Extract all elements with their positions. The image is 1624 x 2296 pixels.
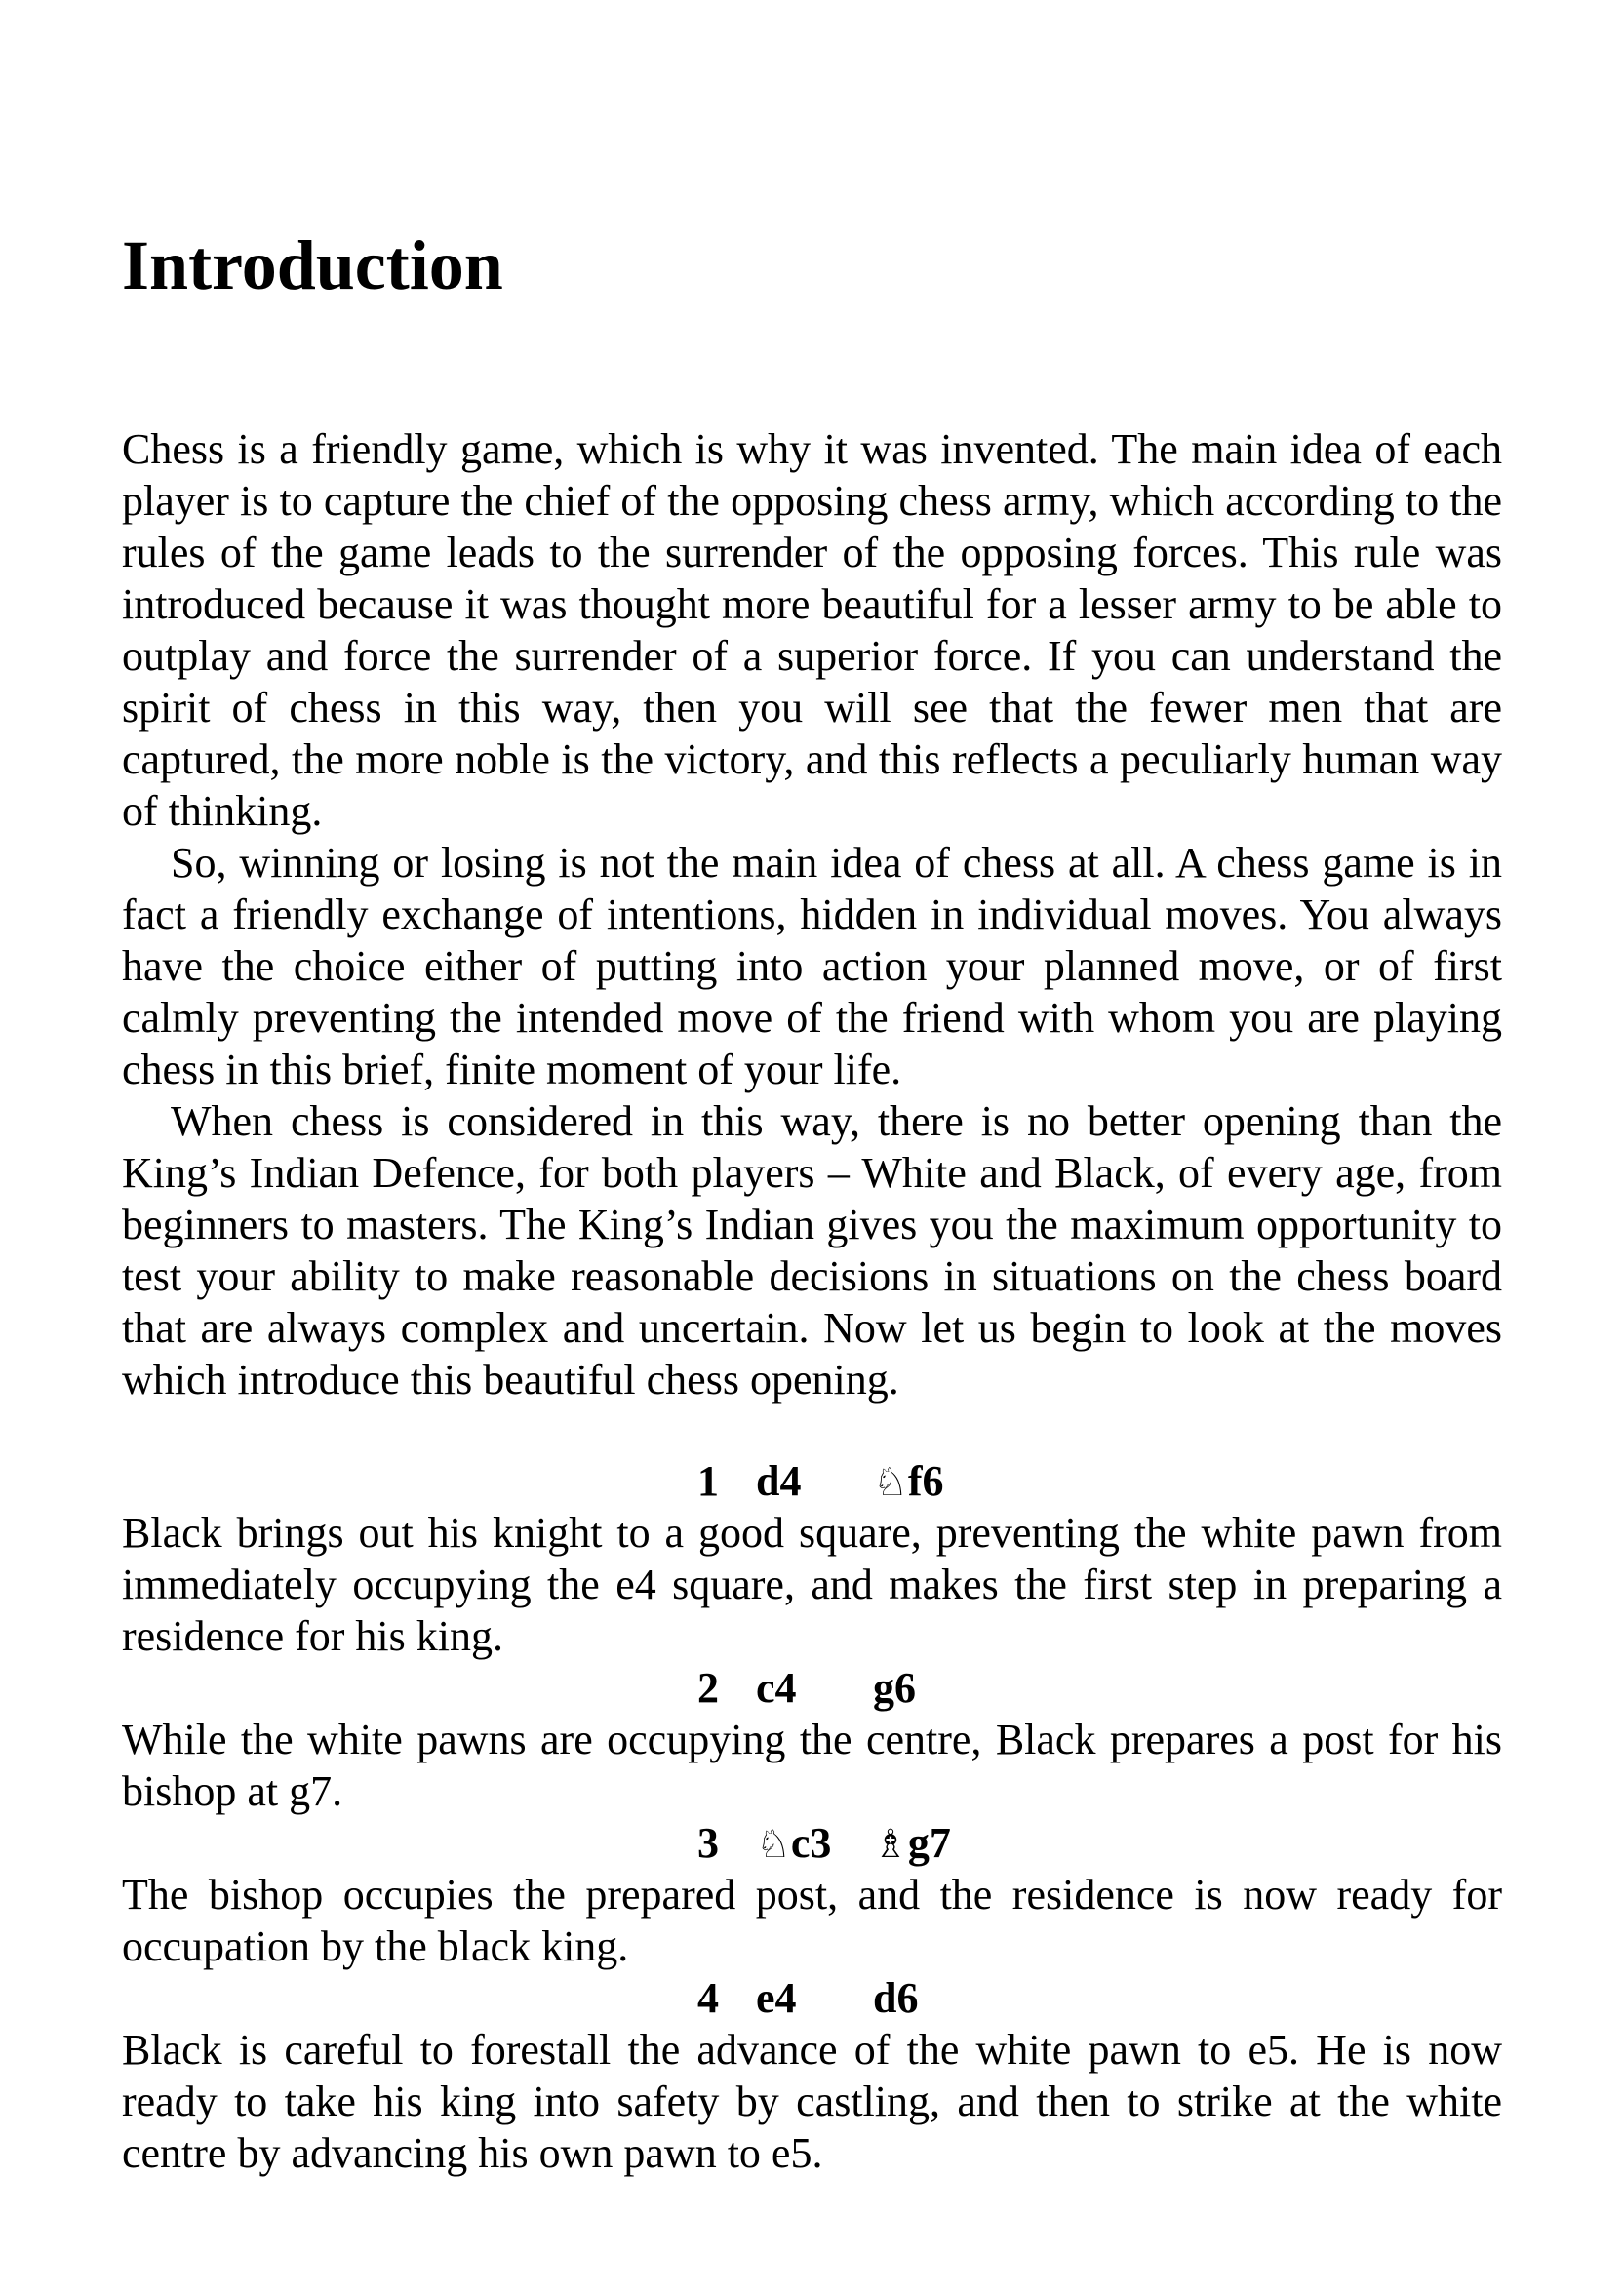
black-move: [873, 1455, 944, 1509]
move-square: d4: [756, 1457, 802, 1505]
move-square: c4: [756, 1664, 797, 1712]
move-square: g6: [873, 1664, 916, 1712]
move-square: d6: [873, 1974, 919, 2022]
knight-icon: ♘: [873, 1460, 908, 1505]
intro-paragraph: So, winning or losing is not the main idea of chess at all. A chess game is in fact a friendly exchange of intentions, hidden in individual moves. You always have the choice either of putting into action your planned move, or of first calmly preventing the intended move of the friend with whom you are playing chess in this brief, finite moment of your life.: [122, 839, 1502, 1093]
black-move: [873, 1662, 916, 1716]
white-move: [756, 1662, 797, 1716]
move-number: 4: [697, 1974, 719, 2022]
white-move: [756, 1817, 831, 1871]
move-number: 3: [697, 1819, 719, 1867]
move-square: e4: [756, 1974, 797, 2022]
move-comment: While the white pawns are occupying the centre, Black prepares a post for his bishop at g7.: [122, 1716, 1502, 1815]
chapter-title: Introduction: [122, 226, 503, 304]
black-move: [873, 1972, 918, 2026]
knight-icon: ♘: [756, 1822, 791, 1867]
intro-paragraph: Chess is a friendly game, which is why it was invented. The main idea of each player is to capture the chief of the opposing chess army, which according to the rules of the game leads to the surrender of the opposing forces. This rule was introduced because it was thought more beautiful for a lesser army to be able to outplay and force the surrender of a superior force. If you can understand the spirit of chess in this way, then you will see that the fewer men that are captured, the more noble is the victory, and this reflects a peculiarly human way of thinking.: [122, 425, 1502, 835]
intro-text: [122, 423, 1502, 1405]
move-square: f6: [907, 1457, 944, 1505]
move-comment: Black is careful to forestall the advance of the white pawn to e5. He is now ready to take his king into safety by castling, and then to strike at the white centre by advancing his own pawn to e5.: [122, 2026, 1502, 2177]
move-comment: Black brings out his knight to a good square, preventing the white pawn from immediately occupying the e4 square, and makes the first step in preparing a residence for his king.: [122, 1509, 1502, 1660]
intro-paragraph: When chess is considered in this way, there is no better opening than the King’s Indian Defence, for both players – White and Black, of every age, from beginners to masters. The King’s Indian gives you the maximum opportunity to test your ability to make reasonable decisions in situations on the chess board that are always complex and uncertain. Now let us begin to look at the moves which introduce this beautiful chess opening.: [122, 1097, 1502, 1404]
move-square: g7: [907, 1819, 951, 1867]
bishop-icon: ♗: [873, 1822, 908, 1867]
move-comment: The bishop occupies the prepared post, and the residence is now ready for occupation by the black king.: [122, 1871, 1502, 1970]
white-move: [756, 1455, 801, 1509]
move-number: 1: [697, 1457, 719, 1505]
white-move: [756, 1972, 797, 2026]
black-move: [873, 1817, 951, 1871]
move-number: 2: [697, 1664, 719, 1712]
move-square: c3: [790, 1819, 832, 1867]
